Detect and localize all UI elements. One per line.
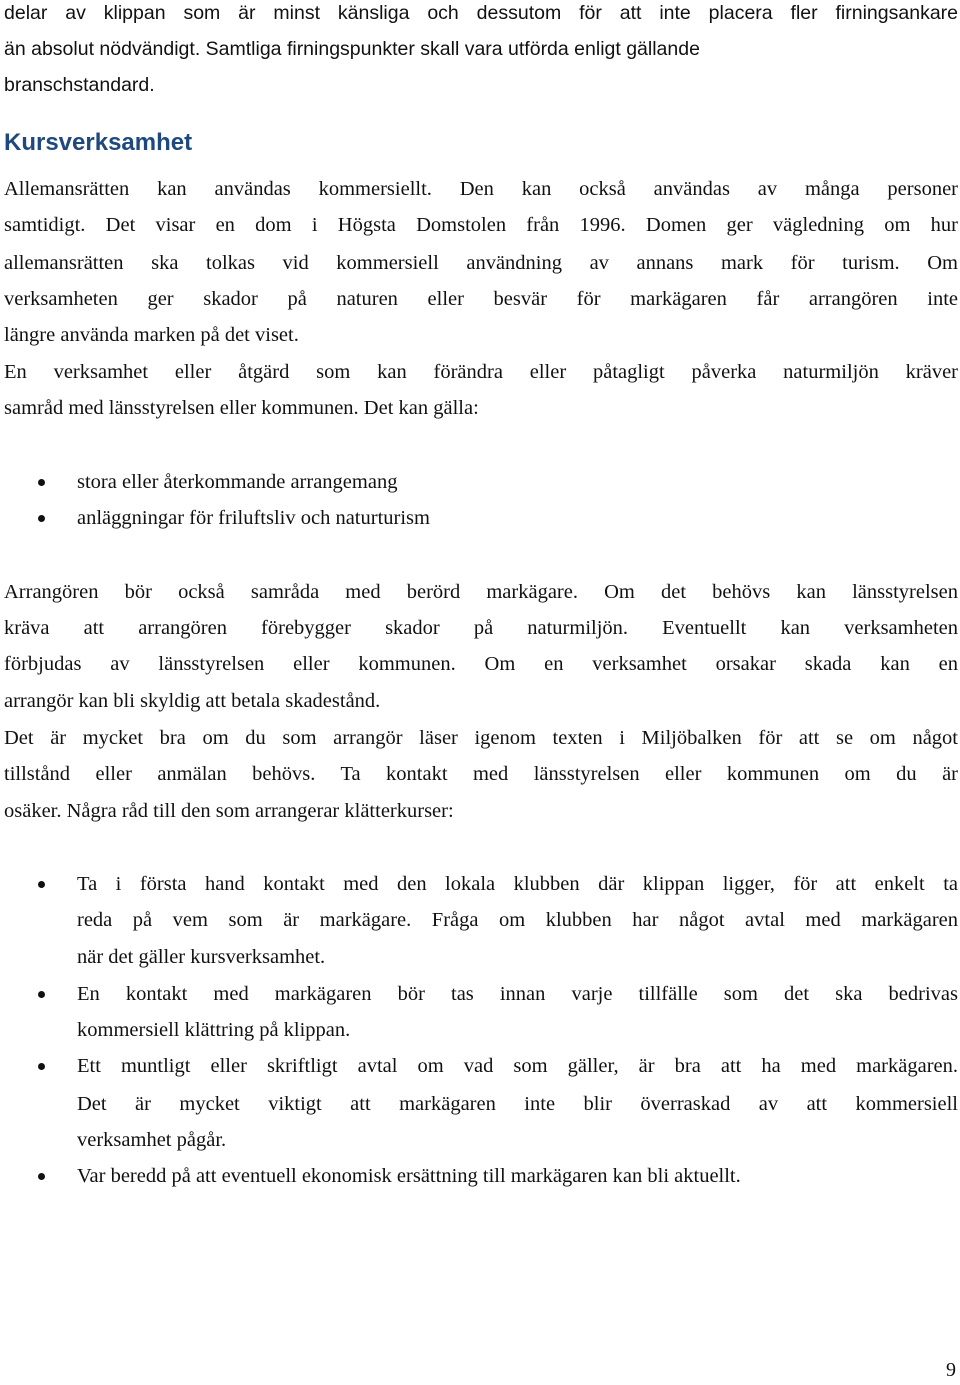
bullet-icon (38, 515, 45, 522)
para2-line-2: samråd med länsstyrelsen eller kommunen. Det kan gälla: (4, 397, 479, 419)
para2-line-1: En verksamhet eller åtgärd som kan förändra eller påtagligt påverka naturmiljön kräver (4, 361, 958, 383)
para1-line-5: längre använda marken på det viset. (4, 324, 299, 346)
bullet-icon (38, 991, 45, 998)
list2-item1-line-1: Ta i första hand kontakt med den lokala klubben där klippan ligger, för att enkelt ta (77, 873, 958, 895)
bullet-icon (38, 1173, 45, 1180)
list2-item2-line-2: kommersiell klättring på klippan. (77, 1019, 351, 1041)
list1-item-2: anläggningar för friluftsliv och naturturism (77, 507, 430, 529)
para1-line-4: verksamheten ger skador på naturen eller besvär för markägaren får arrangören inte (4, 288, 958, 310)
para4-line-3: osäker. Några råd till den som arrangerar klätterkurser: (4, 800, 454, 822)
bullet-icon (38, 1063, 45, 1070)
para3-line-2: kräva att arrangören förebygger skador på naturmiljön. Eventuellt kan verksamheten (4, 617, 958, 639)
intro-line-3: branschstandard. (4, 74, 155, 96)
para3-line-3: förbjudas av länsstyrelsen eller kommunen. Om en verksamhet orsakar skada kan en (4, 653, 958, 675)
para4-line-1: Det är mycket bra om du som arrangör läser igenom texten i Miljöbalken för att se om något (4, 727, 958, 749)
list2-item3-line-1: Ett muntligt eller skriftligt avtal om vad som gäller, är bra att ha med markägaren. (77, 1055, 958, 1077)
bullet-icon (38, 881, 45, 888)
section-heading: Kursverksamhet (4, 129, 193, 156)
para1-line-1: Allemansrätten kan användas kommersiellt. Den kan också användas av många personer (4, 178, 958, 200)
list2-item3-line-3: verksamhet pågår. (77, 1129, 227, 1151)
para1-line-3: allemansrätten ska tolkas vid kommersiell användning av annans mark för turism. Om (4, 252, 958, 274)
intro-line-2: än absolut nödvändigt. Samtliga firningspunkter skall vara utförda enligt gällande (4, 38, 700, 60)
list2-item1-line-2: reda på vem som är markägare. Fråga om klubben har något avtal med markägaren (77, 909, 958, 931)
intro-line-1: delar av klippan som är minst känsliga och dessutom för att inte placera fler firningsankare (4, 2, 958, 24)
list1-item-1: stora eller återkommande arrangemang (77, 471, 398, 493)
para3-line-4: arrangör kan bli skyldig att betala skadestånd. (4, 690, 381, 712)
list2-item3-line-2: Det är mycket viktigt att markägaren inte blir överraskad av att kommersiell (77, 1093, 958, 1115)
para1-line-2: samtidigt. Det visar en dom i Högsta Domstolen från 1996. Domen ger vägledning om hur (4, 214, 958, 236)
para4-line-2: tillstånd eller anmälan behövs. Ta kontakt med länsstyrelsen eller kommunen om du är (4, 763, 958, 785)
list2-item4-line-1: Var beredd på att eventuell ekonomisk ersättning till markägaren kan bli aktuellt. (77, 1165, 741, 1187)
list2-item1-line-3: när det gäller kursverksamhet. (77, 946, 326, 968)
list2-item2-line-1: En kontakt med markägaren bör tas innan varje tillfälle som det ska bedrivas (77, 983, 958, 1005)
bullet-icon (38, 479, 45, 486)
para3-line-1: Arrangören bör också samråda med berörd markägare. Om det behövs kan länsstyrelsen (4, 581, 958, 603)
page-number: 9 (946, 1359, 956, 1381)
